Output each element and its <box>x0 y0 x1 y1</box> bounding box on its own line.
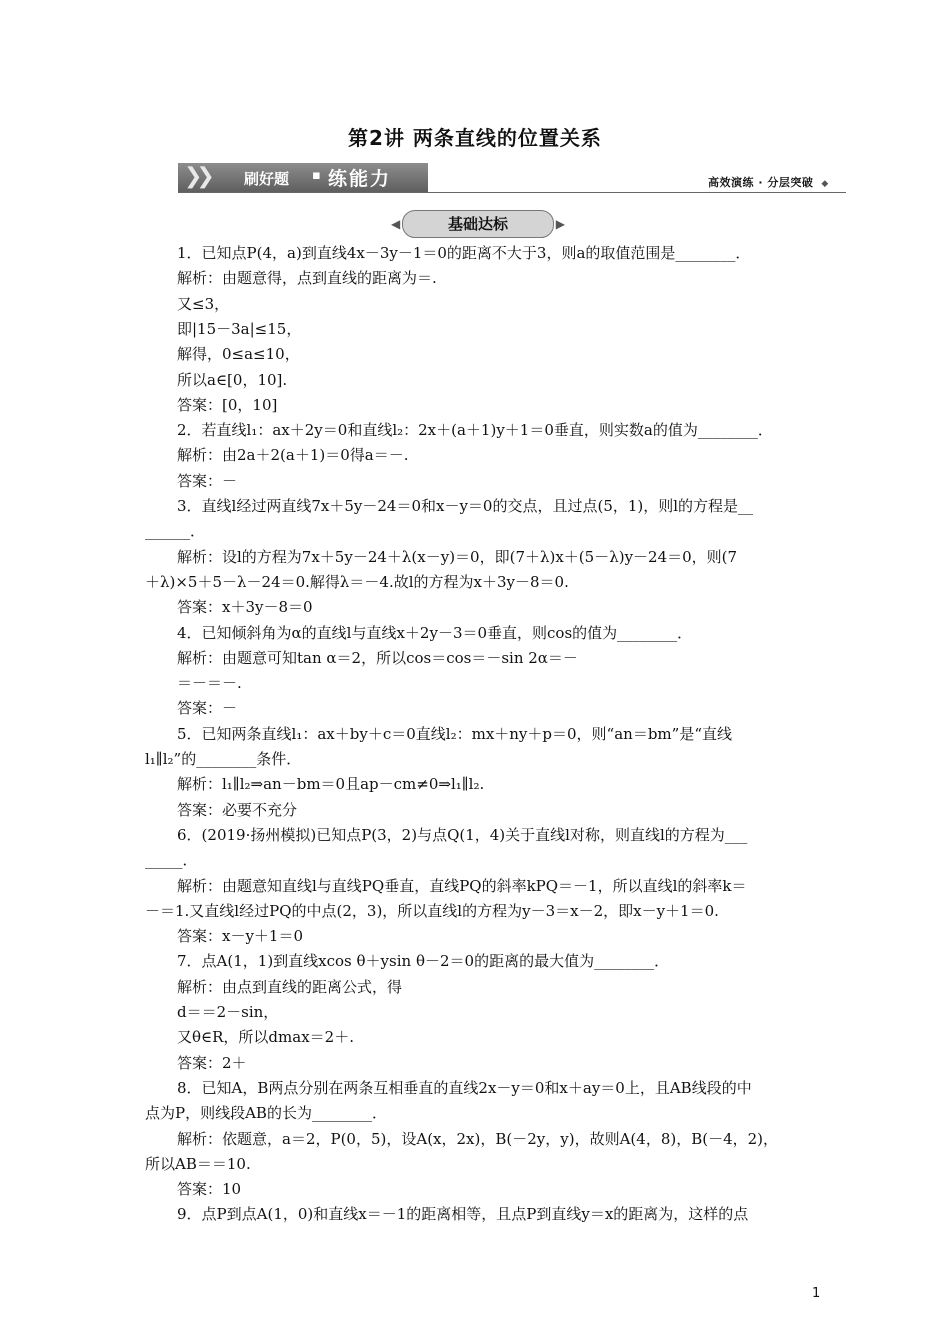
text-line: _____． <box>145 851 198 870</box>
arrow-left-icon: ◀ <box>391 217 401 231</box>
chevron-right-icon: ❯❯ <box>184 164 209 189</box>
text-line: 解析：由题意得，点到直线的距离为＝. <box>177 269 437 288</box>
text-line: 解析：依题意，a＝2，P(0，5)，设A(x，2x)，B(－2y，y)，故则A(4，8)，B(－4，2)， <box>177 1129 779 1148</box>
text-line: 4．已知倾斜角为α的直线l与直线x＋2y－3＝0垂直，则cos的值为________． <box>177 623 693 642</box>
text-line: 答案：－ <box>177 699 238 718</box>
banner-separator: ▪ <box>312 168 321 183</box>
text-line: 解析：由2a＋2(a＋1)＝0得a＝－. <box>177 446 409 465</box>
text-line: 解析：由题意可知tan α＝2，所以cos＝cos＝－sin 2α＝－ <box>177 648 578 667</box>
practice-banner <box>178 163 428 193</box>
text-line: 解析：设l的方程为7x＋5y－24＋λ(x－y)＝0，即(7＋λ)x＋(5－λ)y－24＝0，则(7 <box>177 547 738 566</box>
text-line: 所以AB＝＝10. <box>145 1154 251 1173</box>
banner-divider <box>178 192 846 193</box>
text-line: ＋λ)×5＋5－λ－24＝0.解得λ＝－4.故l的方程为x＋3y－8＝0. <box>145 572 569 591</box>
page-number: 1 <box>812 1286 821 1301</box>
text-line: 解析：l₁∥l₂⇒an－bm＝0且ap－cm≠0⇒l₁∥l₂. <box>177 775 485 794</box>
page-title: 第2讲 两条直线的位置关系 <box>348 126 602 150</box>
arrow-right-icon: ▶ <box>555 217 565 231</box>
text-line: 又θ∈R，所以dmax＝2＋. <box>177 1028 354 1047</box>
text-line: 1．已知点P(4，a)到直线4x－3y－1＝0的距离不大于3，则a的取值范围是________． <box>177 244 751 262</box>
text-line: 2．若直线l₁：ax＋2y＝0和直线l₂：2x＋(a＋1)y＋1＝0垂直，则实数a的值为________． <box>177 421 773 440</box>
text-line: l₁∥l₂”的________条件． <box>145 750 302 768</box>
banner-left-label: 刷好题 <box>244 170 290 188</box>
text-line: 5．已知两条直线l₁：ax＋by＋c＝0直线l₂：mx＋ny＋p＝0，则“an＝bm”是“直线 <box>177 724 732 743</box>
text-line: 6．(2019·扬州模拟)已知点P(3，2)与点Q(1，4)关于直线l对称，则直线l的方程为___ <box>177 825 748 844</box>
text-line: 答案：2＋ <box>177 1053 247 1072</box>
text-line: d＝＝2－sin， <box>177 1003 279 1021</box>
text-line: 答案：10 <box>177 1180 242 1199</box>
text-line: 答案：－ <box>177 471 238 490</box>
text-line: 点为P，则线段AB的长为________． <box>145 1104 387 1123</box>
banner-right-label: 练能力 <box>328 168 392 190</box>
text-line: 解析：由题意知直线l与直线PQ垂直，直线PQ的斜率kPQ＝－1，所以直线l的斜率k＝ <box>177 876 747 895</box>
text-line: 答案：[0，10] <box>177 395 278 414</box>
text-line: ＝－＝－. <box>177 674 242 693</box>
banner-tag <box>708 174 829 190</box>
text-line: 7．点A(1，1)到直线xcos θ＋ysin θ－2＝0的距离的最大值为________． <box>177 952 670 971</box>
section-heading <box>391 210 565 238</box>
text-line: 答案：必要不充分 <box>177 800 298 819</box>
text-line: 答案：x－y＋1＝0 <box>177 927 304 946</box>
text-line: 8．已知A，B两点分别在两条互相垂直的直线2x－y＝0和x＋ay＝0上，且AB线段的中 <box>177 1078 752 1097</box>
text-line: 解得，0≤a≤10， <box>177 345 300 364</box>
text-line: ______． <box>145 522 206 541</box>
text-line: 解析：由点到直线的距离公式，得 <box>177 977 403 996</box>
text-line: 9．点P到点A(1，0)和直线x＝－1的距离相等，且点P到直线y＝x的距离为，这样的点 <box>177 1205 749 1224</box>
text-line: 又≤3， <box>177 294 230 313</box>
section-label: 基础达标 <box>447 215 508 233</box>
diamond-icon: ◆ <box>821 179 829 189</box>
text-line: 答案：x＋3y－8＝0 <box>177 598 313 617</box>
text-line: －＝1.又直线l经过PQ的中点(2，3)，所以直线l的方程为y－3＝x－2，即x－y＋1＝0. <box>145 901 719 920</box>
text-line: 3．直线l经过两直线7x＋5y－24＝0和x－y＝0的交点，且过点(5，1)，则l的方程是__ <box>177 497 754 515</box>
banner-tag-text: 高效演练 · 分层突破 <box>708 176 814 189</box>
text-line: 即|15－3a|≤15， <box>177 319 302 338</box>
text-line: 所以a∈[0，10]. <box>177 370 288 389</box>
